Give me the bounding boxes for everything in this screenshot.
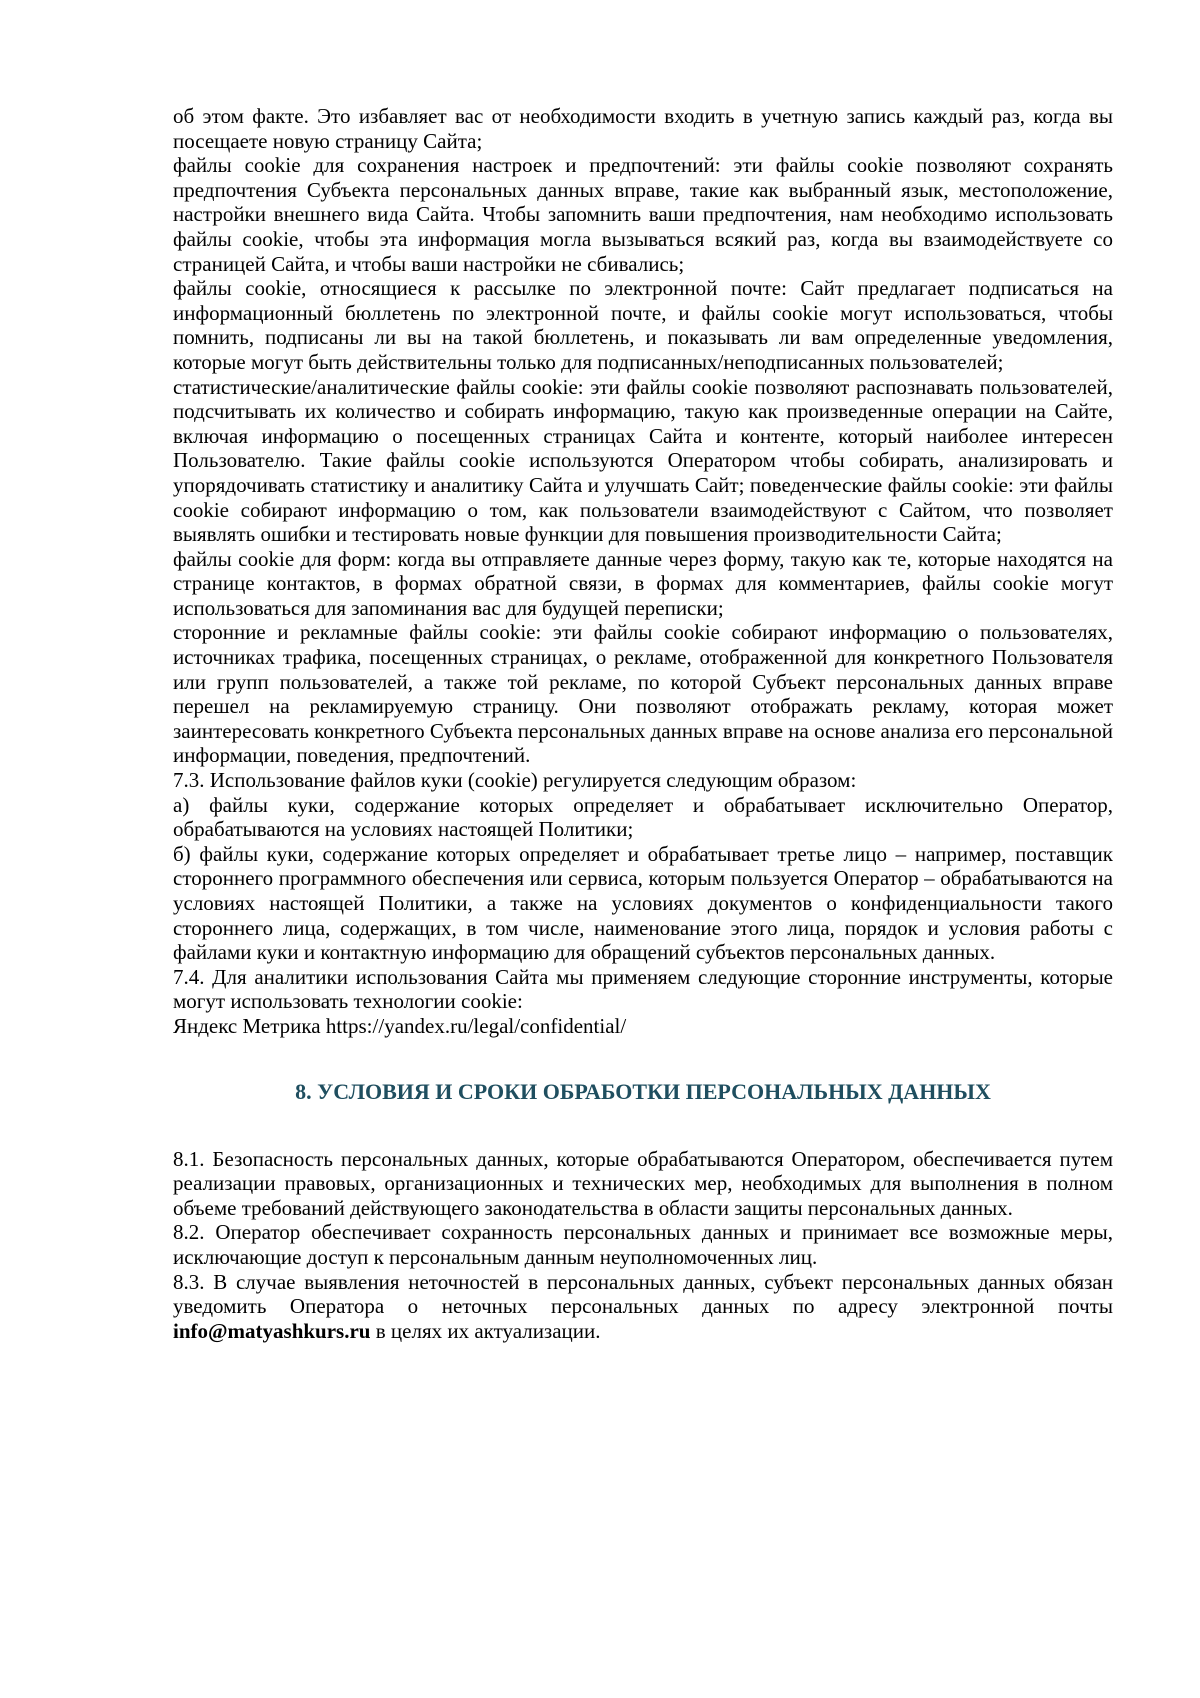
paragraph: сторонние и рекламные файлы cookie: эти файлы cookie собирают информацию о пользователях, источниках трафика, посещенных страницах, о рекламе, отображенной для конкретного Пользователя или групп пользователей, а также той рекламе, по которой Субъект персональных данных вправе перешел на рекламируемую страницу. Они позволяют отображать рекламу, которая может заинтересовать конкретного Субъекта персональных данных вправе на основе анализа его персональной информации, поведения, предпочтений. — [173, 620, 1113, 768]
yandex-metrika-line: Яндекс Метрика https://yandex.ru/legal/confidential/ — [173, 1013, 627, 1038]
paragraph: об этом факте. Это избавляет вас от необходимости входить в учетную запись каждый раз, когда вы посещаете новую страницу Сайта; — [173, 104, 1113, 153]
paragraph-clause-a: а) файлы куки, содержание которых определяет и обрабатывает исключительно Оператор, обрабатываются на условиях настоящей Политики; — [173, 792, 1113, 842]
paragraph-clause-8-2: 8.2. Оператор обеспечивает сохранность персональных данных и принимает все возможные меры, исключающие доступ к персональным данным неуполномоченных лиц. — [173, 1220, 1113, 1269]
paragraph-text: 8.3. В случае выявления неточностей в персональных данных, субъект персональных данных обязан уведомить Оператора о неточных персональных данных по адресу электронной почты — [173, 1269, 1113, 1319]
section-heading: 8. УСЛОВИЯ И СРОКИ ОБРАБОТКИ ПЕРСОНАЛЬНЫХ ДАННЫХ — [295, 1078, 991, 1104]
paragraph: статистические/аналитические файлы cookie: эти файлы cookie позволяют распознавать пользователей, подсчитывать их количество и собирать информацию, такую как произведенные операции на Сайте, включая информацию о посещенных страницах Сайта и контенте, который наиболее интересен Пользователю. Такие файлы cookie используются Оператором чтобы собирать, анализировать и упорядочивать статистику и аналитику Сайта и улучшать Сайт; поведенческие файлы cookie: эти файлы cookie собирают информацию о том, как пользователи взаимодействуют с Сайтом, что позволяет выявлять ошибки и тестировать новые функции для повышения производительности Сайта; — [173, 374, 1113, 547]
email-text: info@matyashkurs.ru — [173, 1318, 371, 1343]
paragraph: файлы cookie для сохранения настроек и предпочтений: эти файлы cookie позволяют сохранять предпочтения Субъекта персональных данных вправе, такие как выбранный язык, местоположение, настройки внешнего вида Сайта. Чтобы запомнить ваши предпочтения, нам необходимо использовать файлы cookie, чтобы эта информация могла вызываться всякий раз, когда вы взаимодействуете со страницей Сайта, и чтобы ваши настройки не сбивались; — [173, 153, 1113, 276]
paragraph-clause-8-3 — [173, 1270, 1113, 1344]
paragraph-clause-8-1: 8.1. Безопасность персональных данных, которые обрабатываются Оператором, обеспечивается путем реализации правовых, организационных и технических мер, необходимых для выполнения в полном объеме требований действующего законодательства в области защиты персональных данных. — [173, 1146, 1113, 1220]
paragraph-text: в целях их актуализации. — [370, 1318, 601, 1343]
paragraph: файлы cookie, относящиеся к рассылке по электронной почте: Сайт предлагает подписаться на информационный бюллетень по электронной почте, и файлы cookie могут использоваться, чтобы помнить, подписаны ли вы на такой бюллетень, и показывать ли вам определенные уведомления, которые могут быть действительны только для подписанных/неподписанных пользователей; — [173, 276, 1113, 374]
paragraph-clause-b: б) файлы куки, содержание которых определяет и обрабатывает третье лицо – например, поставщик стороннего программного обеспечения или сервиса, которым пользуется Оператор – обрабатываются на условиях настоящей Политики, а также на условиях документов о конфиденциальности такого стороннего лица, содержащих, в том числе, наименование этого лица, порядок и условия работы с файлами куки и контактную информацию для обращений субъектов персональных данных. — [173, 841, 1113, 965]
paragraph-clause-7-4: 7.4. Для аналитики использования Сайта мы применяем следующие сторонние инструменты, которые могут использовать технологии cookie: — [173, 964, 1113, 1014]
paragraph-clause-7-3: 7.3. Использование файлов куки (cookie) регулируется следующим образом: — [173, 768, 857, 793]
paragraph: файлы cookie для форм: когда вы отправляете данные через форму, такую как те, которые находятся на странице контактов, в формах обратной связи, в формах для комментариев, файлы cookie могут использоваться для запоминания вас для будущей переписки; — [173, 546, 1113, 620]
